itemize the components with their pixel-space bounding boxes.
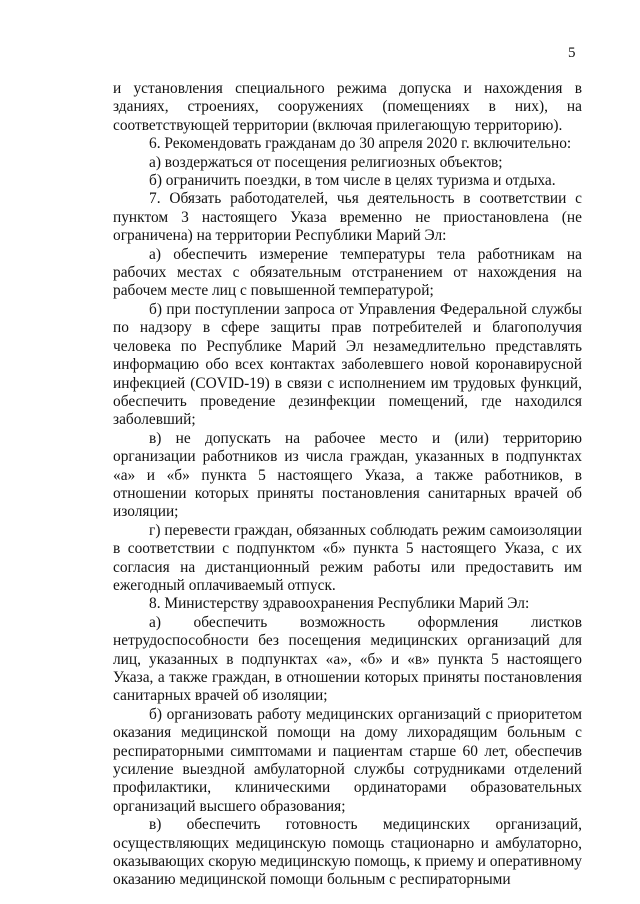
paragraph: а) обеспечить измерение температуры тела работникам на рабочих местах с обязательным отстранением от нахождения на рабочем месте лиц с повышенной температурой; [113,245,582,300]
paragraph: б) при поступлении запроса от Управления Федеральной службы по надзору в сфере защиты прав потребителей и благополучия человека по Республике Марий Эл незамедлительно представлять информацию обо всех контактах заболевшего новой коронавирусной инфекцией (COVID-19) в связи с исполнением им трудовых функций, обеспечить проведение дезинфекции помещений, где находился заболевший; [113,300,582,429]
paragraph: а) воздержаться от посещения религиозных объектов; [149,153,503,171]
paragraph: и установления специального режима допуска и нахождения в зданиях, строениях, сооружениях (помещениях в них), на соответствующей территории (включая прилегающую территорию). [113,80,582,134]
document-body [113,80,582,890]
paragraph: 8. Министерству здравоохранения Республики Марий Эл: [149,595,530,613]
paragraph: 6. Рекомендовать гражданам до 30 апреля 2020 г. включительно: [149,135,572,153]
paragraph: в) обеспечить готовность медицинских организаций, осуществляющих медицинскую помощь стационарно и амбулаторно, оказывающих скорую медицинскую помощь, к приему и оперативному оказанию медицинской помощи больным с респираторными [113,816,582,889]
paragraph: б) ограничить поездки, в том числе в целях туризма и отдыха. [149,172,556,190]
paragraph: б) организовать работу медицинских организаций с приоритетом оказания медицинской помощи на дому лихорадящим больным с респираторными симптомами и пациентам старше 60 лет, обеспечив усиление выездной амбулаторной службы сотрудниками отделений профилактики, клиническими ординаторами образовательных организаций высшего образования; [113,705,582,815]
paragraph: г) перевести граждан, обязанных соблюдать режим самоизоляции в соответствии с подпунктом «б» пункта 5 настоящего Указа, с их согласия на дистанционный режим работы или предоставить им ежегодный оплачиваемый отпуск. [113,521,582,594]
paragraph: в) не допускать на рабочее место и (или) территорию организации работников из числа граждан, указанных в подпунктах «а» и «б» пункта 5 настоящего Указа, а также работников, в отношении которых приняты постановления санитарных врачей об изоляции; [113,429,582,521]
page-number: 5 [568,45,576,61]
paragraph: 7. Обязать работодателей, чья деятельность в соответствии с пунктом 3 настоящего Указа временно не приостановлена (не ограничена) на территории Республики Марий Эл: [113,190,582,245]
paragraph: а) обеспечить возможность оформления листков нетрудоспособности без посещения медицинских организаций для лиц, указанных в подпунктах «а», «б» и «в» пункта 5 настоящего Указа, а также граждан, в отношении которых приняты постановления санитарных врачей об изоляции; [113,613,582,705]
